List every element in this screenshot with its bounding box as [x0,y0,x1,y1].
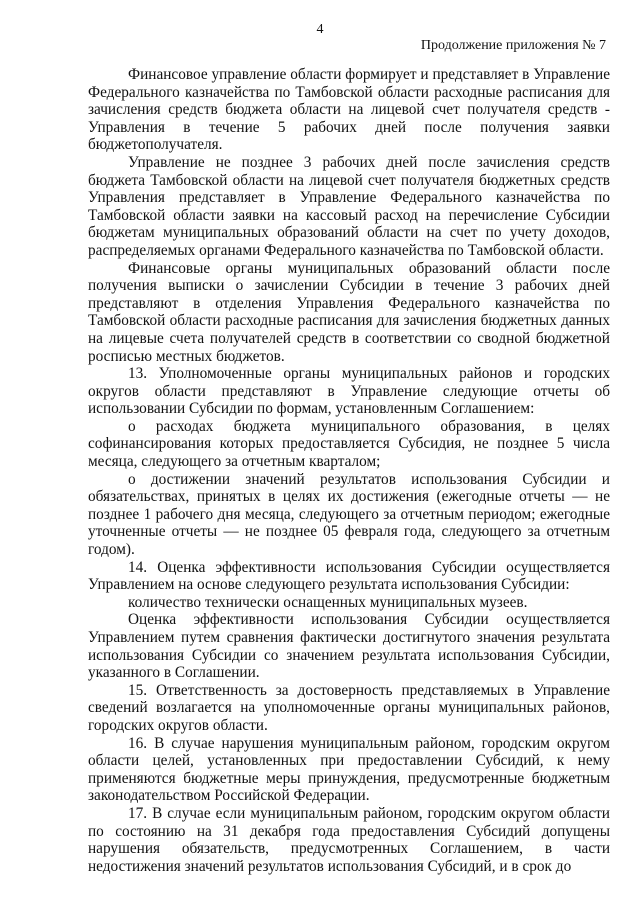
paragraph-department-transfer: Управление не позднее 3 рабочих дней после зачисления средств бюджета Тамбовской области на лицевой счет получателя бюджетных средств Управления представляет в Управление Федерального казначейства по Тамбовской области заявки на кассовый расход на перечисление Субсидии бюджетам муниципальных образований области на счет по учету доходов, распределяемых органами Федерального казначейства по Тамбовской области. [88,153,610,259]
document-body [88,66,610,875]
page-number: 4 [316,22,324,37]
list-item-results-report: о достижении значений результатов использования Субсидии и обязательствах, принятых в целях их достижения (ежегодные отчеты — не позднее 1 рабочего дня месяца, следующего за отчетным периодом; ежегодные уточненные отчеты — не позднее 05 февраля года, следующего за отчетным годом). [88,470,610,559]
paragraph-result-indicator: количество технически оснащенных муниципальных музеев. [128,593,528,611]
paragraph-15-responsibility: 15. Ответственность за достоверность представляемых в Управление сведений возлагается на уполномоченные органы муниципальных районов, городских округов области. [88,681,610,734]
paragraph-13-reports: 13. Уполномоченные органы муниципальных районов и городских округов области представляют в Управление следующие отчеты об использовании Субсидии по формам, установленным Соглашением: [88,365,610,418]
paragraph-finance-department: Финансовое управление области формирует и представляет в Управление Федерального казначейства по Тамбовской области расходные расписания для зачисления средств бюджета области на лицевой счет получателя средств - Управления в течение 5 рабочих дней после получения заявки бюджетополучателя. [88,66,610,154]
paragraph-municipal-finance: Финансовые органы муниципальных образований области после получения выписки о зачислении Субсидии в течение 3 рабочих дней представляют в отделения Управления Федерального казначейства по Тамбовской области расходные расписания для зачисления бюджетных данных на лицевые счета получателей средств в соответствии со сводной бюджетной росписью местных бюджетов. [88,259,610,365]
paragraph-17-breach: 17. В случае если муниципальным районом, городским округом области по состоянию на 31 декабря года предоставления Субсидий допущены нарушения обязательств, предусмотренных Соглашением, в части недостижения значений результатов использования Субсидий, и в срок до [88,804,610,875]
appendix-note: Продолжение приложения № 7 [420,38,606,53]
paragraph-14-evaluation: 14. Оценка эффективности использования Субсидии осуществляется Управлением на основе следующего результата использования Субсидии: [88,558,610,594]
paragraph-16-violation: 16. В случае нарушения муниципальным районом, городским округом области целей, установленных при предоставлении Субсидий, к нему применяются бюджетные меры принуждения, предусмотренные бюджетным законодательством Российской Федерации. [88,734,610,805]
list-item-expenses-report: о расходах бюджета муниципального образования, в целях софинансирования которых предоставляется Субсидия, не позднее 5 числа месяца, следующего за отчетным кварталом; [88,417,610,471]
paragraph-evaluation-method: Оценка эффективности использования Субсидии осуществляется Управлением путем сравнения фактически достигнутого значения результата использования Субсидии со значением результата использования Субсидии, указанного в Соглашении. [88,611,610,682]
